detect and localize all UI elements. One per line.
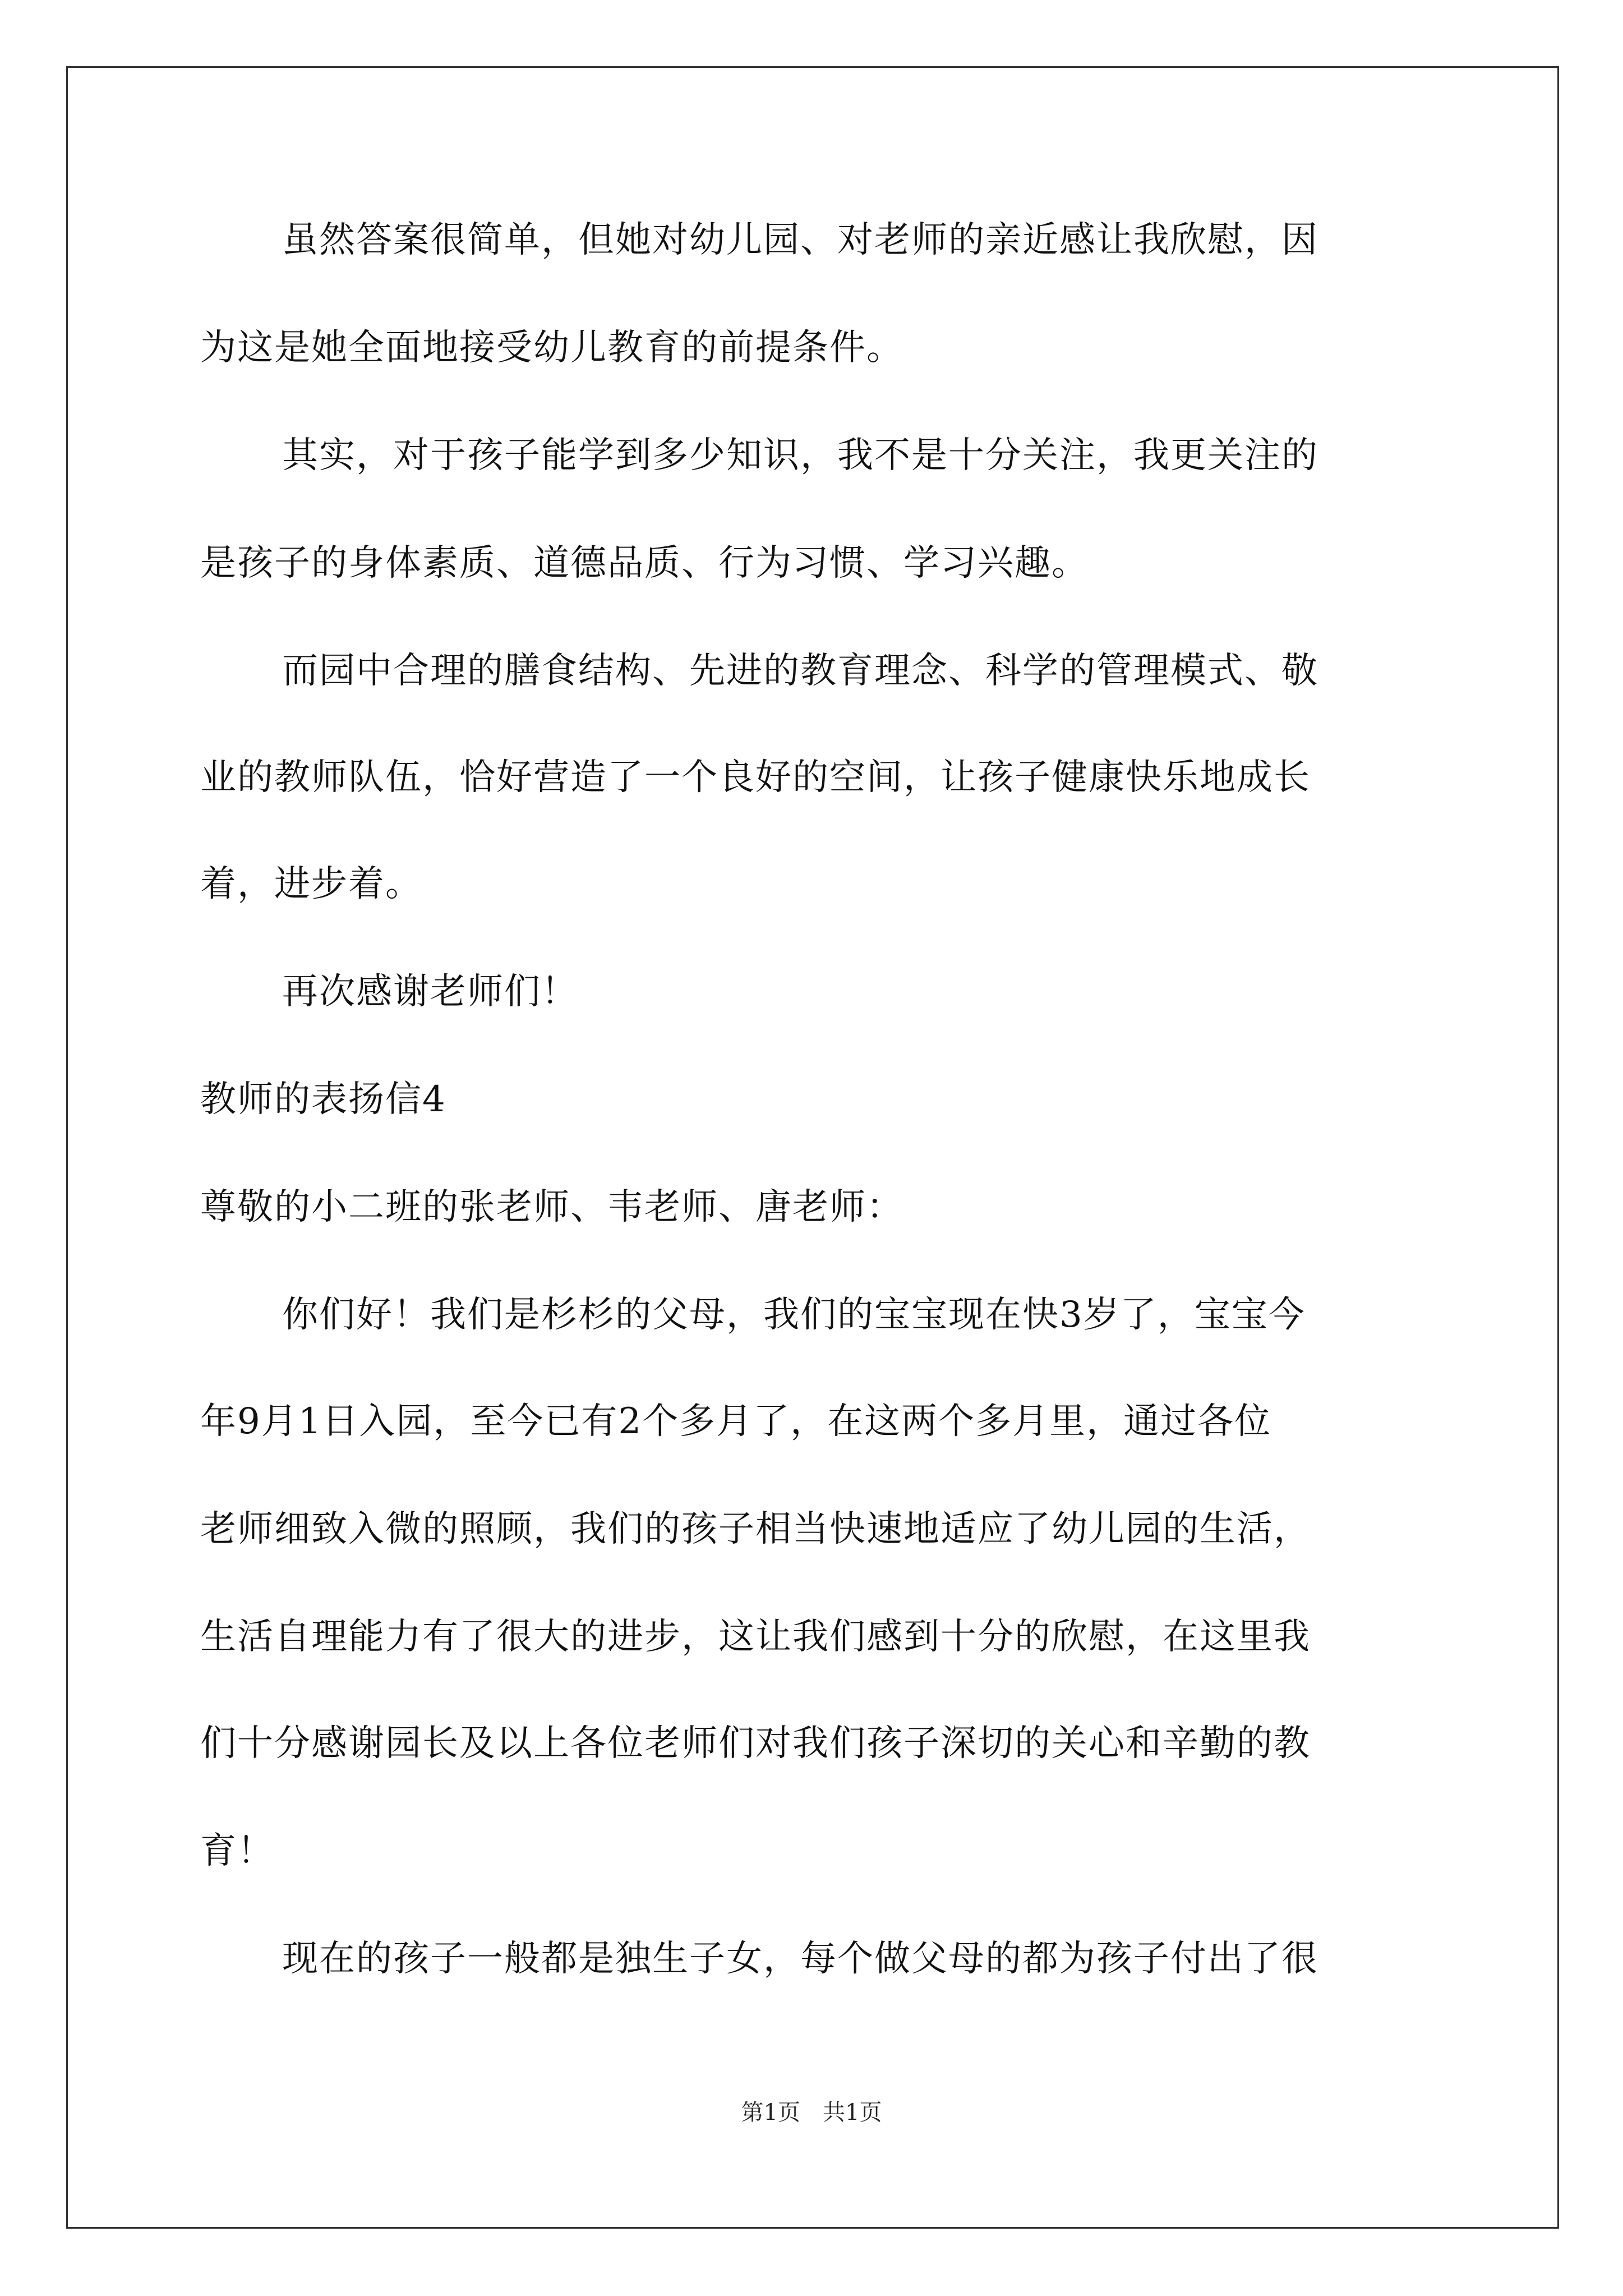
paragraph-line: 其实，对于孩子能学到多少知识，我不是十分关注，我更关注的 bbox=[282, 435, 1318, 476]
paragraph-line: 虽然答案很简单，但她对幼儿园、对老师的亲近感让我欣慰，因 bbox=[282, 219, 1318, 261]
paragraph-line: 而园中合理的膳食结构、先进的教育理念、科学的管理模式、敬 bbox=[282, 650, 1318, 692]
paragraph-line: 是孩子的身体素质、道德品质、行为习惯、学习兴趣。 bbox=[200, 542, 1089, 584]
paragraph-line: 老师细致入微的照顾，我们的孩子相当快速地适应了幼儿园的生活， bbox=[200, 1508, 1311, 1550]
salutation: 尊敬的小二班的张老师、韦老师、唐老师： bbox=[200, 1186, 903, 1228]
paragraph-line: 着，进步着。 bbox=[200, 863, 422, 905]
paragraph-line: 年9月1日入园，至今已有2个多月了，在这两个多月里，通过各位 bbox=[200, 1401, 1272, 1442]
paragraph-line: 们十分感谢园长及以上各位老师们对我们孩子深切的关心和辛勤的教 bbox=[200, 1723, 1311, 1764]
page-number: 第1页 共1页 bbox=[741, 2100, 882, 2125]
paragraph-line: 再次感谢老师们！ bbox=[282, 971, 578, 1013]
page-border bbox=[66, 66, 1559, 2229]
paragraph-line: 育！ bbox=[200, 1830, 274, 1872]
paragraph-line: 业的教师队伍，恰好营造了一个良好的空间，让孩子健康快乐地成长 bbox=[200, 757, 1311, 798]
section-heading: 教师的表扬信4 bbox=[200, 1079, 446, 1120]
paragraph-line: 为这是她全面地接受幼儿教育的前提条件。 bbox=[200, 327, 903, 369]
paragraph-line: 你们好！我们是杉杉的父母，我们的宝宝现在快3岁了，宝宝今 bbox=[282, 1294, 1306, 1336]
paragraph-line: 生活自理能力有了很大的进步，这让我们感到十分的欣慰，在这里我 bbox=[200, 1616, 1311, 1658]
paragraph-line: 现在的孩子一般都是独生子女，每个做父母的都为孩子付出了很 bbox=[282, 1938, 1318, 1980]
